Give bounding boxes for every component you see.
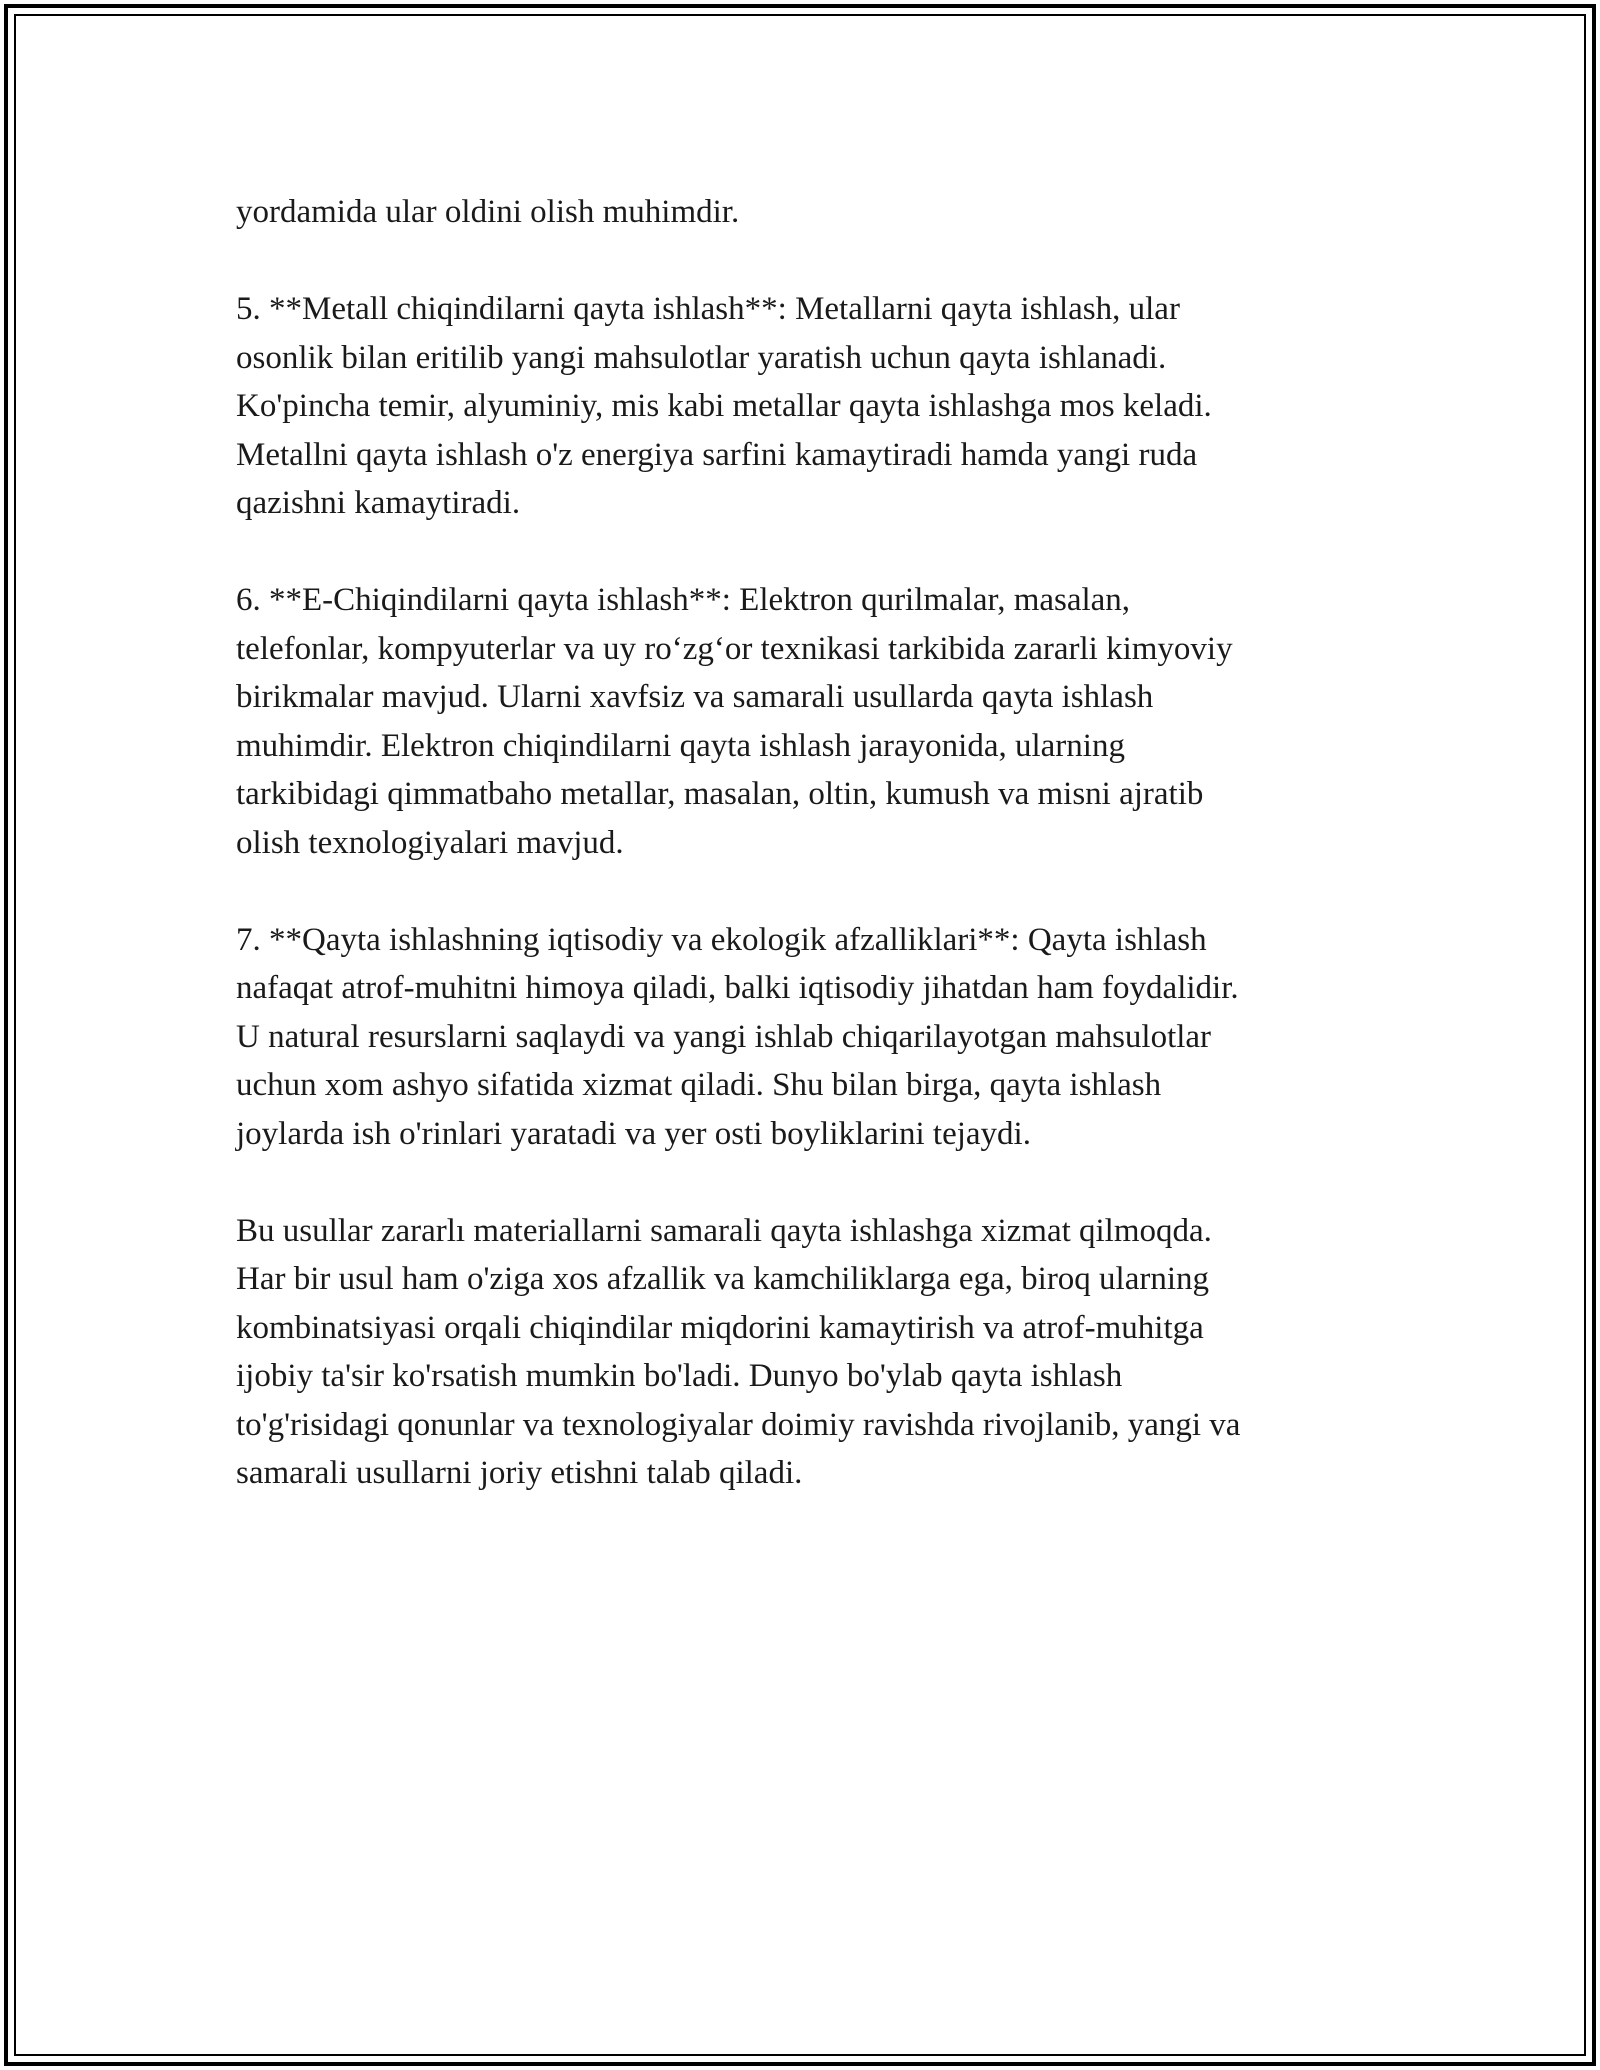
document-body <box>236 188 1386 1546</box>
text-line: Har bir usul ham o'ziga xos afzallik va kamchiliklarga ega, biroq ularning <box>236 1261 1210 1297</box>
text-line: tarkibidagi qimmatbaho metallar, masalan, oltin, kumush va misni ajratib <box>236 776 1204 812</box>
text-line: joylarda ish o'rinlari yaratadi va yer osti boyliklarini tejaydi. <box>236 1115 1031 1152</box>
text-line: Metallni qayta ishlash o'z energiya sarfini kamaytiradi hamda yangi ruda <box>236 436 1198 473</box>
text-line: Ko'pincha temir, alyuminiy, mis kabi metallar qayta ishlashga mos keladi. <box>236 388 1212 424</box>
text-line: telefonlar, kompyuterlar va uy ro‘zg‘or texnikasi tarkibida zararli kimyoviy <box>236 630 1233 667</box>
text-line: yordamida ular oldini olish muhimdir. <box>236 194 740 230</box>
text-line: U natural resurslarni saqlaydi va yangi ishlab chiqarilayotgan mahsulotlar <box>236 1018 1212 1055</box>
text-line: 7. **Qayta ishlashning iqtisodiy va ekologik afzalliklari**: Qayta ishlash <box>236 921 1207 958</box>
text-line: uchun xom ashyo sifatida xizmat qiladi. Shu bilan birga, qayta ishlash <box>236 1067 1162 1103</box>
text-line: birikmalar mavjud. Ularni xavfsiz va samarali usullarda qayta ishlash <box>236 679 1154 715</box>
text-line: 6. **E-Chiqindilarni qayta ishlash**: Elektron qurilmalar, masalan, <box>236 582 1131 618</box>
paragraph-e-waste-recycling <box>236 576 1386 867</box>
text-line: 5. **Metall chiqindilarni qayta ishlash**: Metallarni qayta ishlash, ular <box>236 291 1180 327</box>
paragraph-economic-ecological-benefits <box>236 916 1386 1159</box>
text-line: osonlik bilan eritilib yangi mahsulotlar yaratish uchun qayta ishlanadi. <box>236 339 1167 376</box>
text-line: Bu usullar zararlı materiallarni samarali qayta ishlashga xizmat qilmoqda. <box>236 1212 1212 1249</box>
text-line: samarali usullarni joriy etishni talab qiladi. <box>236 1455 803 1491</box>
text-line: qazishni kamaytiradi. <box>236 485 521 521</box>
text-line: ijobiy ta'sir ko'rsatish mumkin bo'ladi. Dunyo bo'ylab qayta ishlash <box>236 1358 1123 1394</box>
paragraph-metal-recycling <box>236 285 1386 528</box>
paragraph-conclusion <box>236 1207 1386 1498</box>
text-line: to'g'risidagi qonunlar va texnologiyalar doimiy ravishda rivojlanib, yangi va <box>236 1406 1241 1443</box>
paragraph-continuation <box>236 188 1386 237</box>
text-line: olish texnologiyalari mavjud. <box>236 824 624 861</box>
text-line: kombinatsiyasi orqali chiqindilar miqdorini kamaytirish va atrof-muhitga <box>236 1309 1204 1346</box>
text-line: nafaqat atrof-muhitni himoya qiladi, balki iqtisodiy jihatdan ham foydalidir. <box>236 970 1239 1006</box>
text-line: muhimdir. Elektron chiqindilarni qayta ishlash jarayonida, ularning <box>236 727 1125 764</box>
